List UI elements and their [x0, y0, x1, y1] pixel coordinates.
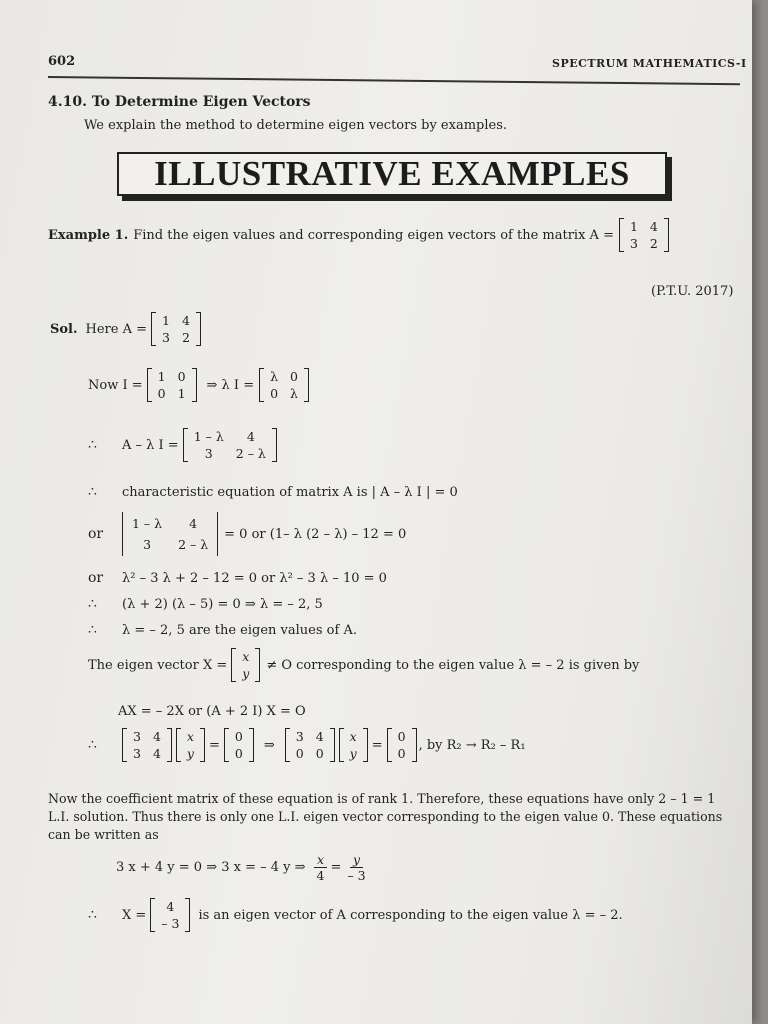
quadratic-line: or λ² – 3 λ + 2 – 12 = 0 or λ² – 3 λ – 10 = 0 — [88, 570, 387, 586]
result-vector: 4 – 3 — [150, 898, 190, 932]
section-title: 4.10. To Determine Eigen Vectors — [48, 94, 311, 110]
system-x-vector-2: x y — [339, 728, 368, 762]
system-x-vector-1: x y — [176, 728, 205, 762]
sol-label: Sol. — [50, 321, 78, 337]
fraction-right: $\frac{y}{- 3}$ — [347, 852, 366, 883]
exam-source: (P.T.U. 2017) — [651, 284, 734, 299]
linear-equation-line: 3 x + 4 y = 0 ⇒ 3 x = – 4 y ⇒ $\frac{x}{4}$ = $\frac{y}{- 3}$ — [116, 852, 372, 883]
example-label: Example 1. — [48, 227, 129, 243]
a-minus-lambda-i-matrix: 1 – λ 4 3 2 – λ — [183, 428, 277, 462]
identity-matrix: 1 0 0 1 — [147, 368, 197, 402]
header-rule — [48, 76, 740, 85]
sol-here-a: Sol. Here A = 1 4 3 2 — [50, 312, 201, 346]
x-vector: x y — [231, 648, 260, 682]
system-matrix-2: 3 4 0 0 — [285, 728, 335, 762]
system-matrix-1: 3 4 3 4 — [122, 728, 172, 762]
example-text: Find the eigen values and corresponding eigen vectors of the matrix A = — [133, 227, 614, 243]
conclusion-line: ∴ X = 4 – 3 is an eigen vector of A corresponding to the eigen value λ = – 2. — [88, 899, 623, 931]
factor-line: ∴ (λ + 2) (λ – 5) = 0 ⇒ λ = – 2, 5 — [88, 596, 323, 612]
row-operation: , by R₂ → R₂ – R₁ — [418, 737, 526, 753]
eigenvalues-line: ∴ λ = – 2, 5 are the eigen values of A. — [88, 622, 357, 638]
system-zero-vector-1: 0 0 — [224, 728, 254, 762]
running-head: SPECTRUM MATHEMATICS-I — [552, 57, 747, 70]
fraction-left: $\frac{x}{4}$ — [314, 852, 328, 883]
determinant: 1 – λ 4 3 2 – λ — [122, 512, 218, 556]
lambda-i-matrix: λ 0 0 λ — [259, 368, 309, 402]
determinant-line: or 1 – λ 4 3 2 – λ = 0 or (1– λ (2 – λ) – 12 = 0 — [88, 512, 406, 556]
example-matrix: 1 4 3 2 — [619, 218, 669, 252]
eigen-vector-statement: The eigen vector X = x y ≠ O corresponding to the eigen value λ = – 2 is given by — [88, 649, 640, 681]
system-zero-vector-2: 0 0 — [387, 728, 417, 762]
char-eq-line: ∴ characteristic equation of matrix A is | A – λ I | = 0 — [88, 484, 458, 500]
rank-paragraph: Now the coefficient matrix of these equation is of rank 1. Therefore, these equations have only 2 – 1 = 1 L.I. solution. Thus there is only one L.I. eigen vector corresponding to the eigen value 0. These equations can be written as — [48, 791, 723, 842]
matrix-a: 1 4 3 2 — [151, 312, 201, 346]
example-statement — [48, 218, 669, 252]
section-intro: We explain the method to determine eigen vectors by examples. — [84, 118, 508, 133]
page-number: 602 — [48, 54, 76, 69]
a-minus-lambda-i-line: ∴ A – λ I = 1 – λ 4 3 2 – λ — [88, 428, 277, 462]
system-line: ∴ 3 4 3 4 x y = 0 0 ⇒ 3 4 0 0 x y = 0 0 , by R₂ → R₂ – R₁ — [88, 729, 526, 761]
illustrative-examples-banner: ILLUSTRATIVE EXAMPLES — [117, 152, 667, 196]
ax-equation: AX = – 2X or (A + 2 I) X = O — [118, 704, 306, 719]
identity-line: Now I = 1 0 0 1 ⇒ λ I = λ 0 0 λ — [88, 368, 309, 402]
